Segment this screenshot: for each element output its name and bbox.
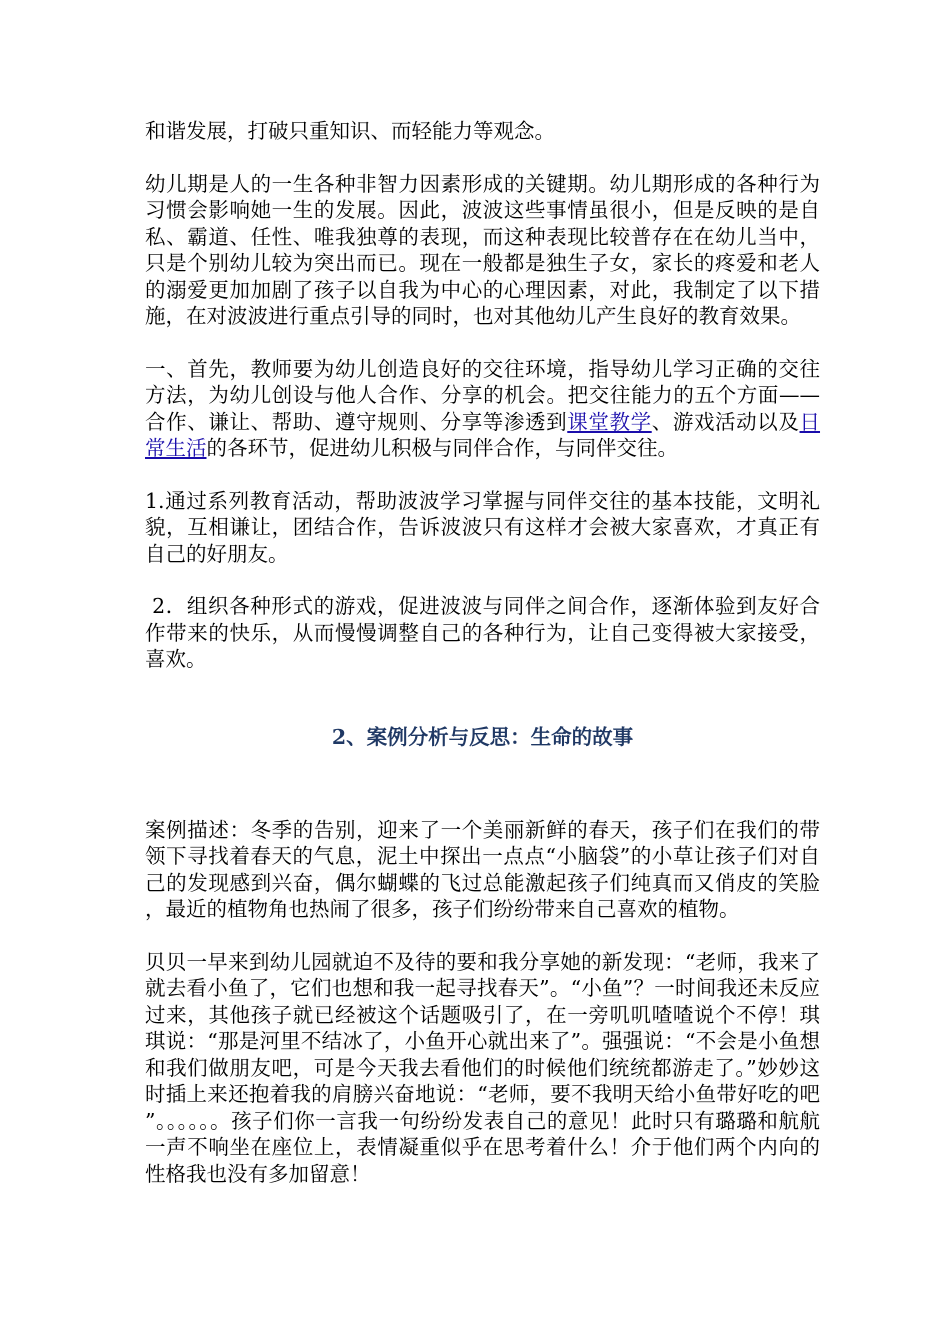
paragraph-key-period: 幼儿期是人的一生各种非智力因素形成的关键期。幼儿期形成的各种行为习惯会影响她一生的发展。因此，波波这些事情虽很小，但是反映的是自私、霸道、任性、唯我独尊的表现，而这种表现比较普存在在幼儿当中，只是个别幼儿较为突出而已。现在一般都是独生子女，家长的疼爱和老人的溺爱更加加剧了孩子以自我为中心的心理因素，对此，我制定了以下措施，在对波波进行重点引导的同时，也对其他幼儿产生良好的教育效果。 [145, 171, 820, 328]
measure-one-text-c: 的各环节，促进幼儿积极与同伴合作，与同伴交往。 [206, 436, 678, 460]
paragraph-measure-one [145, 356, 820, 462]
measure-one-text-b: 、游戏活动以及 [651, 409, 800, 434]
paragraph-item-2: 2．组织各种形式的游戏，促进波波与同伴之间合作，逐渐体验到友好合作带来的快乐，从而慢慢调整自己的各种行为，让自己变得被大家接受，喜欢。 [145, 594, 820, 671]
classroom-teaching-link[interactable]: 课堂教学 [567, 409, 652, 434]
section-heading: 2、案例分析与反思：生命的故事 [331, 724, 634, 749]
paragraph-intro-end: 和谐发展，打破只重知识、而轻能力等观念。 [145, 119, 555, 143]
paragraph-beibei-story: 贝贝一早来到幼儿园就迫不及待的要和我分享她的新发现：“老师，我来了就去看小鱼了，它们也想和我一起寻找春天”。“小鱼”？一时间我还未反应过来，其他孩子就已经被这个话题吸引了，在一旁叽叽喳喳说个不停！琪琪说：“那是河里不结冰了，小鱼开心就出来了”。强强说：“不会是小鱼想和我们做朋友吧，可是今天我去看他们的时候他们统统都游走了。”妙妙这时插上来还抱着我的肩膀兴奋地说：“老师，要不我明天给小鱼带好吃的吧”。。。。。。孩子们你一言我一句纷纷发表自己的意见！此时只有璐璐和航航一声不响坐在座位上，表情凝重似乎在思考着什么！介于他们两个内向的性格我也没有多加留意！ [145, 949, 820, 1186]
paragraph-case-description: 案例描述：冬季的告别，迎来了一个美丽新鲜的春天，孩子们在我们的带领下寻找着春天的气息，泥土中探出一点点“小脑袋”的小草让孩子们对自己的发现感到兴奋，偶尔蝴蝶的飞过总能激起孩子们纯真而又俏皮的笑脸，最近的植物角也热闹了很多，孩子们纷纷带来自己喜欢的植物。 [145, 817, 820, 921]
daily-life-link[interactable]: 日常生活 [145, 409, 821, 460]
measure-one-text-a: 一、首先，教师要为幼儿创造良好的交往环境，指导幼儿学习正确的交往方法，为幼儿创设与他人合作、分享的机会。把交往能力的五个方面——合作、谦让、帮助、遵守规则、分享等渗透到 [145, 356, 820, 434]
paragraph-item-1: 1.通过系列教育活动，帮助波波学习掌握与同伴交往的基本技能，文明礼貌，互相谦让，团结合作，告诉波波只有这样才会被大家喜欢，才真正有自己的好朋友。 [145, 488, 820, 566]
document-page [145, 118, 820, 1187]
